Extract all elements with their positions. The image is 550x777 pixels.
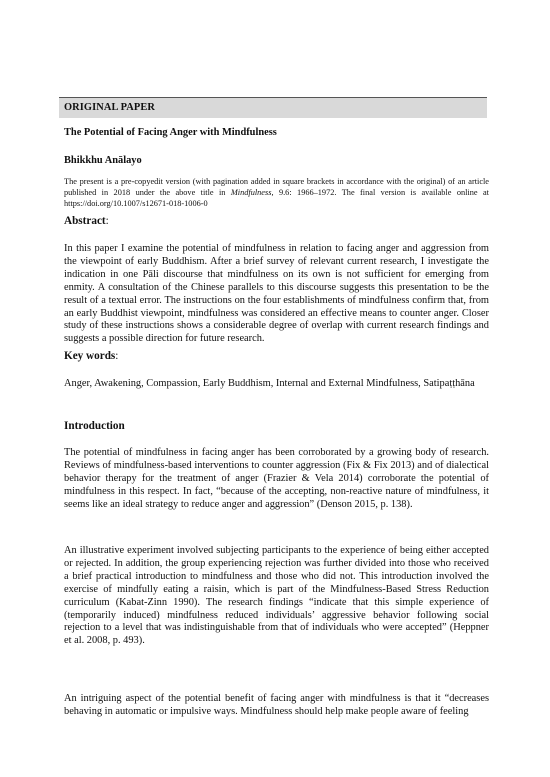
publication-note (64, 176, 489, 210)
abstract-heading-colon: : (105, 215, 109, 227)
abstract-heading-label: Abstract (64, 215, 106, 227)
paper-title: The Potential of Facing Anger with Mindfulness (64, 127, 277, 138)
publication-note-text: The present is a pre-copyedit version (with pagination added in square brackets in accordance with the original) of an article published in 2018 under the above title in (64, 177, 489, 198)
introduction-heading: Introduction (64, 420, 125, 432)
keywords-heading-colon: : (115, 350, 119, 362)
introduction-paragraph-1: The potential of mindfulness in facing anger has been corroborated by a growing body of research. Reviews of mindfulness-based interventions to counter aggression (Fix & Fix 2013) and of dialectical behavior therapy for the treatment of anger (Frazier & Vela 2014) corroborate the potential of mindfulness in this respect. In fact, “because of the accepting, non-reactive nature of mindfulness, it seems like an ideal strategy to reduce anger and aggression” (Denson 2015, p. 138). (64, 447, 489, 510)
publication-note-details: , 9.6: 1966–1972. The final version is available online at https://doi.org/10.1007/s12671-018-1006-0 (64, 188, 489, 209)
introduction-paragraph-2: An illustrative experiment involved subjecting participants to the experience of being either accepted or rejected. In addition, the group experiencing rejection was further divided into those who received a brief practical introduction to mindfulness and those who did not. This introduction involved the exercise of mindfully eating a raisin, which is part of the Mindfulness-Based Stress Reduction curriculum (Kabat-Zinn 1990). The research findings “indicate that this simple experience of (temporarily induced) mindfulness reduced individuals’ aggressive behavior following social rejection to a level that was indistinguishable from that of individuals who were accepted” (Heppner et al. 2008, p. 493). (64, 545, 489, 647)
abstract-heading (64, 215, 489, 227)
abstract-text: In this paper I examine the potential of mindfulness in relation to facing anger and aggression from the viewpoint of early Buddhism. After a brief survey of relevant current research, I investigate the indication in one Pāli discourse that mindfulness on its own is not sufficient for emerging from enmity. A consultation of the Chinese parallels to this discourse suggests this presentation to be the result of a textual error. The instructions on the four establishments of mindfulness confirm that, from an early Buddhist viewpoint, mindfulness was considered an effective means to counter anger. Closer study of these instructions shows a considerable degree of overlap with current research findings and suggests a possible direction for future research. (64, 243, 489, 345)
keywords-heading (64, 350, 489, 362)
article-type-band (59, 97, 487, 118)
introduction-paragraph-3: An intriguing aspect of the potential benefit of facing anger with mindfulness is that it “decreases behaving in automatic or impulsive ways. Mindfulness should help make people aware of feeling (64, 693, 489, 717)
keywords-text: Anger, Awakening, Compassion, Early Buddhism, Internal and External Mindfulness, Satipaṭṭhāna (64, 378, 475, 389)
keywords-heading-label: Key words (64, 350, 116, 362)
article-type-label: ORIGINAL PAPER (64, 102, 155, 113)
author-name: Bhikkhu Anālayo (64, 155, 142, 166)
journal-name: Mindfulness (230, 188, 272, 198)
